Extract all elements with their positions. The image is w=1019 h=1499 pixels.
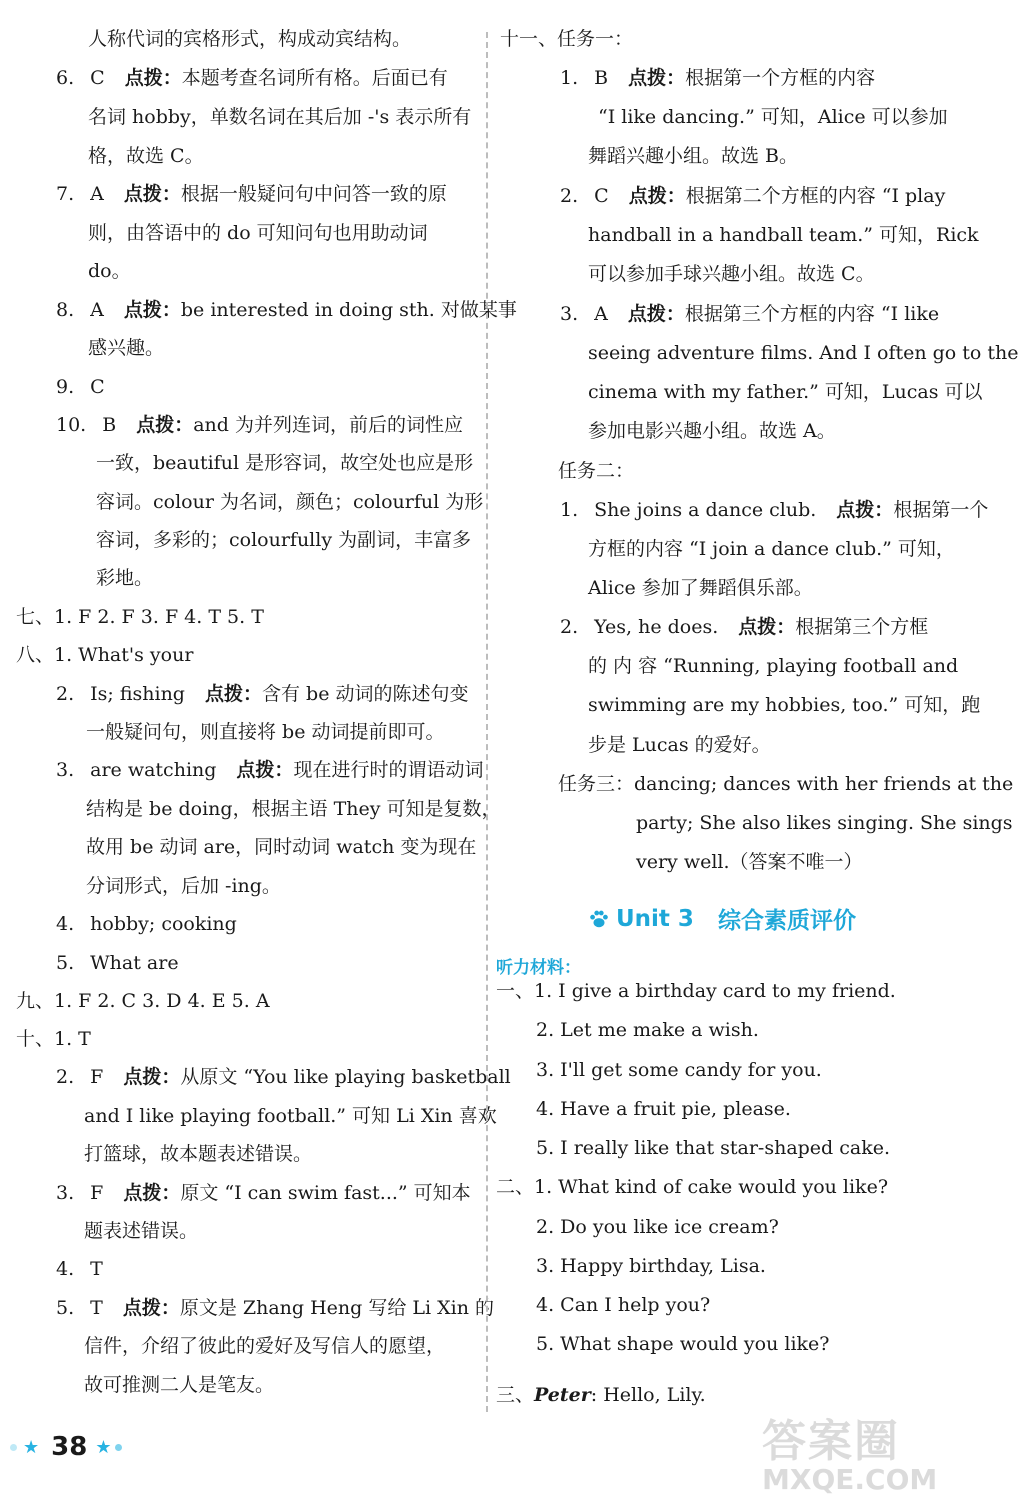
text-line	[56, 297, 517, 327]
item-number: 3.	[560, 303, 579, 325]
dialogue-text: Hello, Lily.	[603, 1384, 706, 1406]
line-text: 2. Let me make a wish.	[536, 1019, 759, 1041]
line-text: 本题考查名词所有格。后面已有	[181, 67, 448, 89]
text-line	[536, 1253, 766, 1283]
text-line	[598, 104, 948, 134]
text-line	[588, 418, 836, 448]
hint-label: 点拨：	[236, 759, 294, 781]
line-text: 容词。colour 为名词，颜色；colourful 为形	[96, 491, 484, 513]
line-text: 信件，介绍了彼此的爱好及写信人的愿望，	[84, 1335, 446, 1357]
line-text: 含有 be 动词的陈述句变	[262, 683, 469, 705]
item-number: 3.	[56, 1182, 75, 1204]
hint-label: 点拨：	[738, 616, 796, 638]
line-text: 现在进行时的谓语动词	[293, 759, 484, 781]
line-text: 题表述错误。	[84, 1220, 199, 1242]
line-text: 一般疑问句，则直接将 be 动词提前即可。	[86, 721, 445, 743]
line-text: 人称代词的宾格形式，构成动宾结构。	[88, 28, 412, 50]
answer: C	[90, 376, 105, 398]
line-text: 根据第二个方框的内容 “I play	[685, 185, 946, 207]
line-text: and I like playing football.” 可知 Li Xin 喜欢	[84, 1105, 497, 1127]
answer: She joins a dance club.	[594, 499, 817, 521]
item-number: 4.	[56, 1258, 75, 1280]
line-text: do。	[88, 260, 131, 282]
text-line	[88, 143, 204, 173]
hint-label: 点拨：	[123, 1182, 181, 1204]
text-line	[16, 604, 264, 634]
line-text: 2. Do you like ice cream?	[536, 1216, 779, 1238]
answer: hobby; cooking	[90, 913, 237, 935]
answer: Is; fishing	[90, 683, 185, 705]
line-text: 任务二：	[558, 460, 635, 482]
text-line	[56, 1064, 511, 1094]
line-text: swimming are my hobbies, too.” 可知，跑	[588, 694, 981, 716]
hint-label: 点拨：	[124, 67, 182, 89]
unit-title: 综合素质评价	[717, 908, 856, 934]
text-line	[56, 950, 199, 980]
text-line	[86, 873, 281, 903]
text-line	[96, 450, 473, 480]
text-line	[536, 1057, 822, 1087]
item-number: 7.	[56, 183, 75, 205]
line-text: 可以参加手球兴趣小组。故选 C。	[588, 263, 875, 285]
text-line	[84, 1218, 198, 1248]
text-line	[56, 374, 125, 404]
text-line	[56, 1256, 123, 1286]
line-text: 根据第一个方框的内容	[685, 67, 876, 89]
line-text: 二、1. What kind of cake would you like?	[496, 1176, 889, 1198]
line-text: seeing adventure films. And I often go to the	[588, 342, 1019, 364]
text-line	[16, 642, 193, 672]
listening-label: 听力材料：	[496, 958, 581, 978]
item-number: 10.	[56, 414, 87, 436]
text-line	[96, 565, 153, 595]
line-text: 5. I really like that star-shaped cake.	[536, 1137, 891, 1159]
text-line	[560, 301, 939, 331]
text-line	[536, 1135, 890, 1165]
text-line	[560, 497, 988, 527]
text-line	[56, 681, 469, 711]
hint-label: 点拨：	[204, 683, 262, 705]
line-text: 根据第一个	[893, 499, 989, 521]
line-text: 彩地。	[96, 567, 154, 589]
line-text: 4. Can I help you?	[536, 1294, 711, 1316]
text-line	[536, 1331, 829, 1361]
text-line	[496, 1174, 888, 1204]
item-number: 8.	[56, 299, 75, 321]
unit-label: Unit 3	[616, 905, 694, 932]
text-line	[558, 458, 634, 488]
text-line	[588, 732, 771, 762]
line-text: 十一、任务一：	[500, 28, 634, 50]
line-text: 故可推测二人是笔友。	[84, 1374, 275, 1396]
item-number: 5.	[56, 1297, 75, 1319]
answer: are watching	[90, 759, 217, 781]
page-footer	[10, 1432, 128, 1462]
line-text: 任务三：dancing; dances with her friends at the	[558, 773, 1014, 795]
line-text: 步是 Lucas 的爱好。	[588, 734, 771, 756]
hint-label: 点拨：	[123, 299, 181, 321]
answer: A	[90, 299, 104, 321]
text-line	[88, 220, 428, 250]
answer: T	[90, 1258, 103, 1280]
text-line	[588, 222, 979, 252]
text-line	[84, 1103, 497, 1133]
item-number: 6.	[56, 67, 75, 89]
text-line	[56, 911, 257, 941]
line-text: and 为并列连词，前后的词性应	[193, 414, 463, 436]
line-text: be interested in doing sth. 对做某事	[180, 299, 517, 321]
text-line	[84, 1333, 445, 1363]
line-text: 结构是 be doing，根据主语 They 可知是复数，	[86, 798, 501, 820]
line-text: 根据一般疑问句中问答一致的原	[180, 183, 447, 205]
text-line	[588, 379, 983, 409]
dialogue-line: 三、Peter: Hello, Lily.	[496, 1384, 706, 1406]
item-number: 9.	[56, 376, 75, 398]
item-number: 1.	[560, 499, 579, 521]
line-text: 5. What shape would you like?	[536, 1333, 830, 1355]
text-line	[636, 849, 863, 879]
answer: B	[102, 414, 117, 436]
line-text: cinema with my father.” 可知，Lucas 可以	[588, 381, 983, 403]
answer: C	[90, 67, 105, 89]
text-line	[560, 183, 945, 213]
text-line	[56, 757, 483, 787]
line-text: 容词，多彩的；colourfully 为副词，丰富多	[96, 529, 472, 551]
text-line	[536, 1214, 779, 1244]
line-text: 分词形式，后加 -ing。	[86, 875, 281, 897]
text-line	[588, 692, 980, 722]
item-number: 2.	[560, 616, 579, 638]
line-text: 舞蹈兴趣小组。故选 B。	[588, 145, 799, 167]
text-line	[536, 1292, 710, 1322]
line-text: “I like dancing.” 可知，Alice 可以参加	[598, 106, 948, 128]
hint-label: 点拨：	[836, 499, 894, 521]
line-text: 方框的内容 “I join a dance club.” 可知，	[588, 538, 955, 560]
text-line	[588, 536, 955, 566]
line-text: 根据第三个方框的内容 “I like	[684, 303, 940, 325]
unit-heading	[588, 902, 856, 935]
item-number: 2.	[56, 683, 75, 705]
line-text: very well.（答案不唯一）	[636, 851, 863, 873]
line-text: 一致，beautiful 是形容词，故空处也应是形	[96, 452, 474, 474]
text-line	[86, 796, 501, 826]
line-text: 一、1. I give a birthday card to my friend.	[496, 980, 896, 1002]
text-line	[56, 412, 463, 442]
line-text: 的 内 容 “Running, playing football and	[588, 655, 959, 677]
answer: A	[594, 303, 608, 325]
line-text: 格，故选 C。	[88, 145, 204, 167]
answer: A	[90, 183, 104, 205]
item-number: 2.	[560, 185, 579, 207]
paw-icon	[588, 908, 610, 930]
text-line	[56, 1180, 471, 1210]
text-line	[496, 978, 896, 1008]
item-number: 5.	[56, 952, 75, 974]
text-line	[536, 1096, 791, 1126]
hint-label: 点拨：	[136, 414, 194, 436]
text-line	[536, 1017, 759, 1047]
item-number: 1.	[560, 67, 579, 89]
text-line	[500, 26, 633, 56]
hint-label: 点拨：	[628, 185, 686, 207]
line-text: 故用 be 动词 are，同时动词 watch 变为现在	[86, 836, 477, 858]
line-text: handball in a handball team.” 可知，Rick	[588, 224, 979, 246]
hint-label: 点拨：	[123, 1066, 181, 1088]
answer: Yes, he does.	[594, 616, 719, 638]
text-line	[16, 988, 270, 1018]
star-icon: ★	[95, 1436, 112, 1458]
line-text: 九、1. F 2. C 3. D 4. E 5. A	[16, 990, 270, 1012]
item-number: 4.	[56, 913, 75, 935]
line-text: party; She also likes singing. She sings	[636, 812, 1013, 834]
item-number: 3.	[56, 759, 75, 781]
text-line	[16, 1026, 91, 1056]
line-text: 十、1. T	[16, 1028, 91, 1050]
line-text: 4. Have a fruit pie, please.	[536, 1098, 791, 1120]
text-line	[88, 258, 131, 288]
line-text: 打篮球，故本题表述错误。	[84, 1143, 313, 1165]
line-text: 感兴趣。	[88, 337, 165, 359]
page-number: 38	[51, 1432, 88, 1462]
text-line	[56, 1295, 494, 1325]
answer: F	[90, 1182, 104, 1204]
text-line	[588, 575, 813, 605]
line-text: 则，由答语中的 do 可知问句也用助动词	[88, 222, 428, 244]
line-text: 从原文 “You like playing basketball	[180, 1066, 511, 1088]
line-text: Alice 参加了舞蹈俱乐部。	[588, 577, 813, 599]
text-line	[636, 810, 1013, 840]
text-line	[86, 834, 476, 864]
hint-label: 点拨：	[123, 183, 181, 205]
text-line	[88, 26, 411, 56]
text-line	[56, 181, 447, 211]
text-line	[560, 614, 928, 644]
text-line	[86, 719, 445, 749]
hint-label: 点拨：	[122, 1297, 180, 1319]
star-icon: ★	[23, 1436, 40, 1458]
column-divider	[486, 32, 488, 1412]
text-line	[56, 65, 448, 95]
hint-label: 点拨：	[627, 303, 685, 325]
line-text: 八、1. What's your	[16, 644, 194, 666]
text-line	[588, 340, 1019, 370]
line-text: 根据第三个方框	[795, 616, 929, 638]
speaker-name: Peter	[534, 1384, 591, 1406]
line-text: 3. Happy birthday, Lisa.	[536, 1255, 766, 1277]
text-line	[96, 527, 471, 557]
text-line	[88, 335, 164, 365]
hint-label: 点拨：	[628, 67, 686, 89]
line-text: 七、1. F 2. F 3. F 4. T 5. T	[16, 606, 264, 628]
text-line	[558, 771, 1013, 801]
answer: C	[594, 185, 609, 207]
line-text: 原文是 Zhang Heng 写给 Li Xin 的	[179, 1297, 494, 1319]
text-line	[84, 1141, 312, 1171]
answer: F	[90, 1066, 104, 1088]
text-line	[560, 65, 875, 95]
item-number: 2.	[56, 1066, 75, 1088]
watermark-logo: 答案圈 MXQE.COM	[762, 1416, 938, 1496]
text-line	[88, 104, 471, 134]
answer: B	[594, 67, 609, 89]
text-line	[588, 143, 798, 173]
text-line	[84, 1372, 274, 1402]
text-line	[588, 261, 875, 291]
text-line	[588, 653, 958, 683]
section-number: 三、	[496, 1384, 535, 1406]
line-text: 名词 hobby，单数名词在其后加 -'s 表示所有	[88, 106, 472, 128]
line-text: 原文 “I can swim fast...” 可知本	[180, 1182, 471, 1204]
line-text: 3. I'll get some candy for you.	[536, 1059, 822, 1081]
text-line	[96, 489, 483, 519]
line-text: 参加电影兴趣小组。故选 A。	[588, 420, 836, 442]
answer: T	[90, 1297, 103, 1319]
answer: What are	[90, 952, 179, 974]
